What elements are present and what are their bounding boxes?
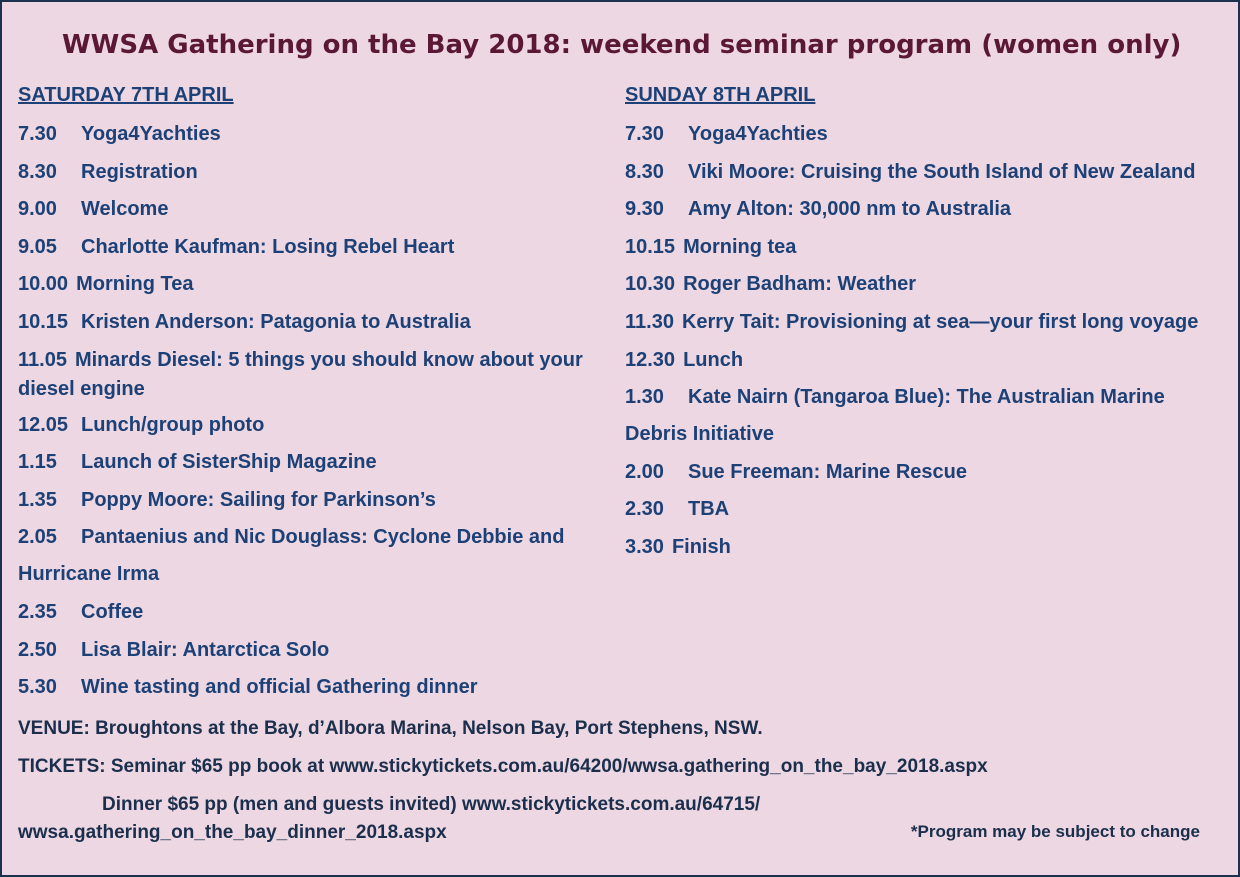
- schedule-item: [18, 523, 610, 551]
- schedule-item: [625, 120, 1225, 148]
- schedule-item: [625, 270, 1225, 298]
- schedule-item: [18, 120, 610, 148]
- item-time: 8.30: [625, 160, 664, 183]
- item-time: 9.00: [18, 198, 57, 221]
- item-text: Morning Tea: [76, 273, 194, 296]
- item-time: 2.05: [18, 526, 57, 549]
- schedule-item: [18, 486, 610, 514]
- item-text: Finish: [671, 535, 731, 558]
- saturday-heading: SATURDAY 7TH APRIL: [18, 84, 234, 106]
- dinner-tickets-url: wwsa.gathering_on_the_bay_dinner_2018.aspx: [18, 822, 447, 843]
- item-text: Morning tea: [683, 235, 797, 258]
- schedule-item: [18, 673, 610, 701]
- item-text: Poppy Moore: Sailing for Parkinson’s: [81, 488, 436, 511]
- sunday-column: [625, 82, 1225, 571]
- schedule-item: [18, 346, 610, 404]
- item-time: 1.30: [625, 386, 664, 409]
- item-time: 10.15: [18, 310, 69, 333]
- schedule-item: [625, 383, 1225, 411]
- item-text: Kate Nairn (Tangaroa Blue): The Australian Marine: [688, 386, 1165, 409]
- schedule-item: [625, 458, 1225, 486]
- item-time: 9.30: [625, 198, 664, 221]
- tickets-line: TICKETS: Seminar $65 pp book at www.stickytickets.com.au/64200/wwsa.gathering_on_the_bay_2018.aspx: [18, 756, 988, 777]
- item-time: 1.35: [18, 488, 57, 511]
- schedule-item: [625, 533, 1225, 561]
- item-text: Coffee: [81, 600, 144, 623]
- item-text: Kristen Anderson: Patagonia to Australia: [81, 310, 471, 333]
- item-text: Welcome: [81, 198, 169, 221]
- item-text: Registration: [81, 160, 198, 183]
- item-text: Lisa Blair: Antarctica Solo: [81, 638, 330, 661]
- schedule-item: [18, 308, 610, 336]
- schedule-item: [18, 270, 610, 298]
- schedule-item: [18, 598, 610, 626]
- item-time: 12.05: [18, 413, 69, 436]
- item-text: Sue Freeman: Marine Rescue: [688, 460, 967, 483]
- item-text: Yoga4Yachties: [81, 123, 221, 145]
- venue-line: VENUE: Broughtons at the Bay, d’Albora Marina, Nelson Bay, Port Stephens, NSW.: [18, 718, 763, 739]
- item-time: 12.30: [625, 348, 676, 371]
- item-time: 3.30: [625, 535, 664, 558]
- program-change-note: *Program may be subject to change: [910, 822, 1200, 841]
- schedule-item: [18, 158, 610, 186]
- item-text: Viki Moore: Cruising the South Island of New Zealand: [688, 160, 1196, 183]
- item-text: Roger Badham: Weather: [683, 273, 917, 296]
- schedule-item-continuation: Hurricane Irma: [18, 563, 160, 586]
- schedule-item-continuation: Debris Initiative: [625, 423, 774, 446]
- schedule-item: [625, 233, 1225, 261]
- page-title: WWSA Gathering on the Bay 2018: weekend seminar program (women only): [62, 30, 1182, 60]
- item-text: Lunch: [683, 348, 744, 371]
- item-time: 9.05: [18, 235, 57, 258]
- schedule-item: [18, 636, 610, 664]
- schedule-item: [18, 448, 610, 476]
- item-time: 7.30: [18, 123, 57, 145]
- sunday-heading: SUNDAY 8TH APRIL: [625, 84, 816, 106]
- item-text: Minards Diesel: 5 things you should know about your diesel engine: [18, 348, 583, 400]
- item-time: 2.00: [625, 460, 664, 483]
- schedule-item: [625, 308, 1225, 336]
- item-time: 10.00: [18, 273, 69, 296]
- item-time: 1.15: [18, 451, 57, 474]
- item-time: 11.30: [625, 310, 674, 333]
- item-text: Lunch/group photo: [81, 413, 265, 436]
- item-time: 10.15: [625, 235, 676, 258]
- schedule-item: [625, 195, 1225, 223]
- item-time: 2.50: [18, 638, 57, 661]
- item-time: 10.30: [625, 273, 676, 296]
- schedule-item: [625, 158, 1225, 186]
- item-text: Launch of SisterShip Magazine: [81, 451, 377, 474]
- schedule-item: [18, 233, 610, 261]
- item-text: Charlotte Kaufman: Losing Rebel Heart: [81, 235, 455, 258]
- item-text: Pantaenius and Nic Douglass: Cyclone Debbie and: [81, 526, 565, 549]
- schedule-item: [18, 411, 610, 439]
- item-time: 8.30: [18, 160, 57, 183]
- item-time: 2.35: [18, 600, 57, 623]
- item-text: Yoga4Yachties: [688, 123, 828, 145]
- item-text: Wine tasting and official Gathering dinner: [81, 676, 478, 699]
- item-time: 7.30: [625, 123, 664, 145]
- schedule-item: [625, 346, 1225, 374]
- item-time: 2.30: [625, 498, 664, 521]
- item-text: TBA: [688, 498, 730, 521]
- item-time: 11.05: [18, 348, 67, 371]
- schedule-item: [18, 195, 610, 223]
- item-text: Kerry Tait: Provisioning at sea—your first long voyage: [681, 310, 1199, 333]
- schedule-item: [625, 495, 1225, 523]
- dinner-tickets-line: Dinner $65 pp (men and guests invited) www.stickytickets.com.au/64715/: [102, 794, 761, 815]
- saturday-column: [18, 82, 610, 711]
- item-text: Amy Alton: 30,000 nm to Australia: [688, 198, 1012, 221]
- item-time: 5.30: [18, 676, 57, 699]
